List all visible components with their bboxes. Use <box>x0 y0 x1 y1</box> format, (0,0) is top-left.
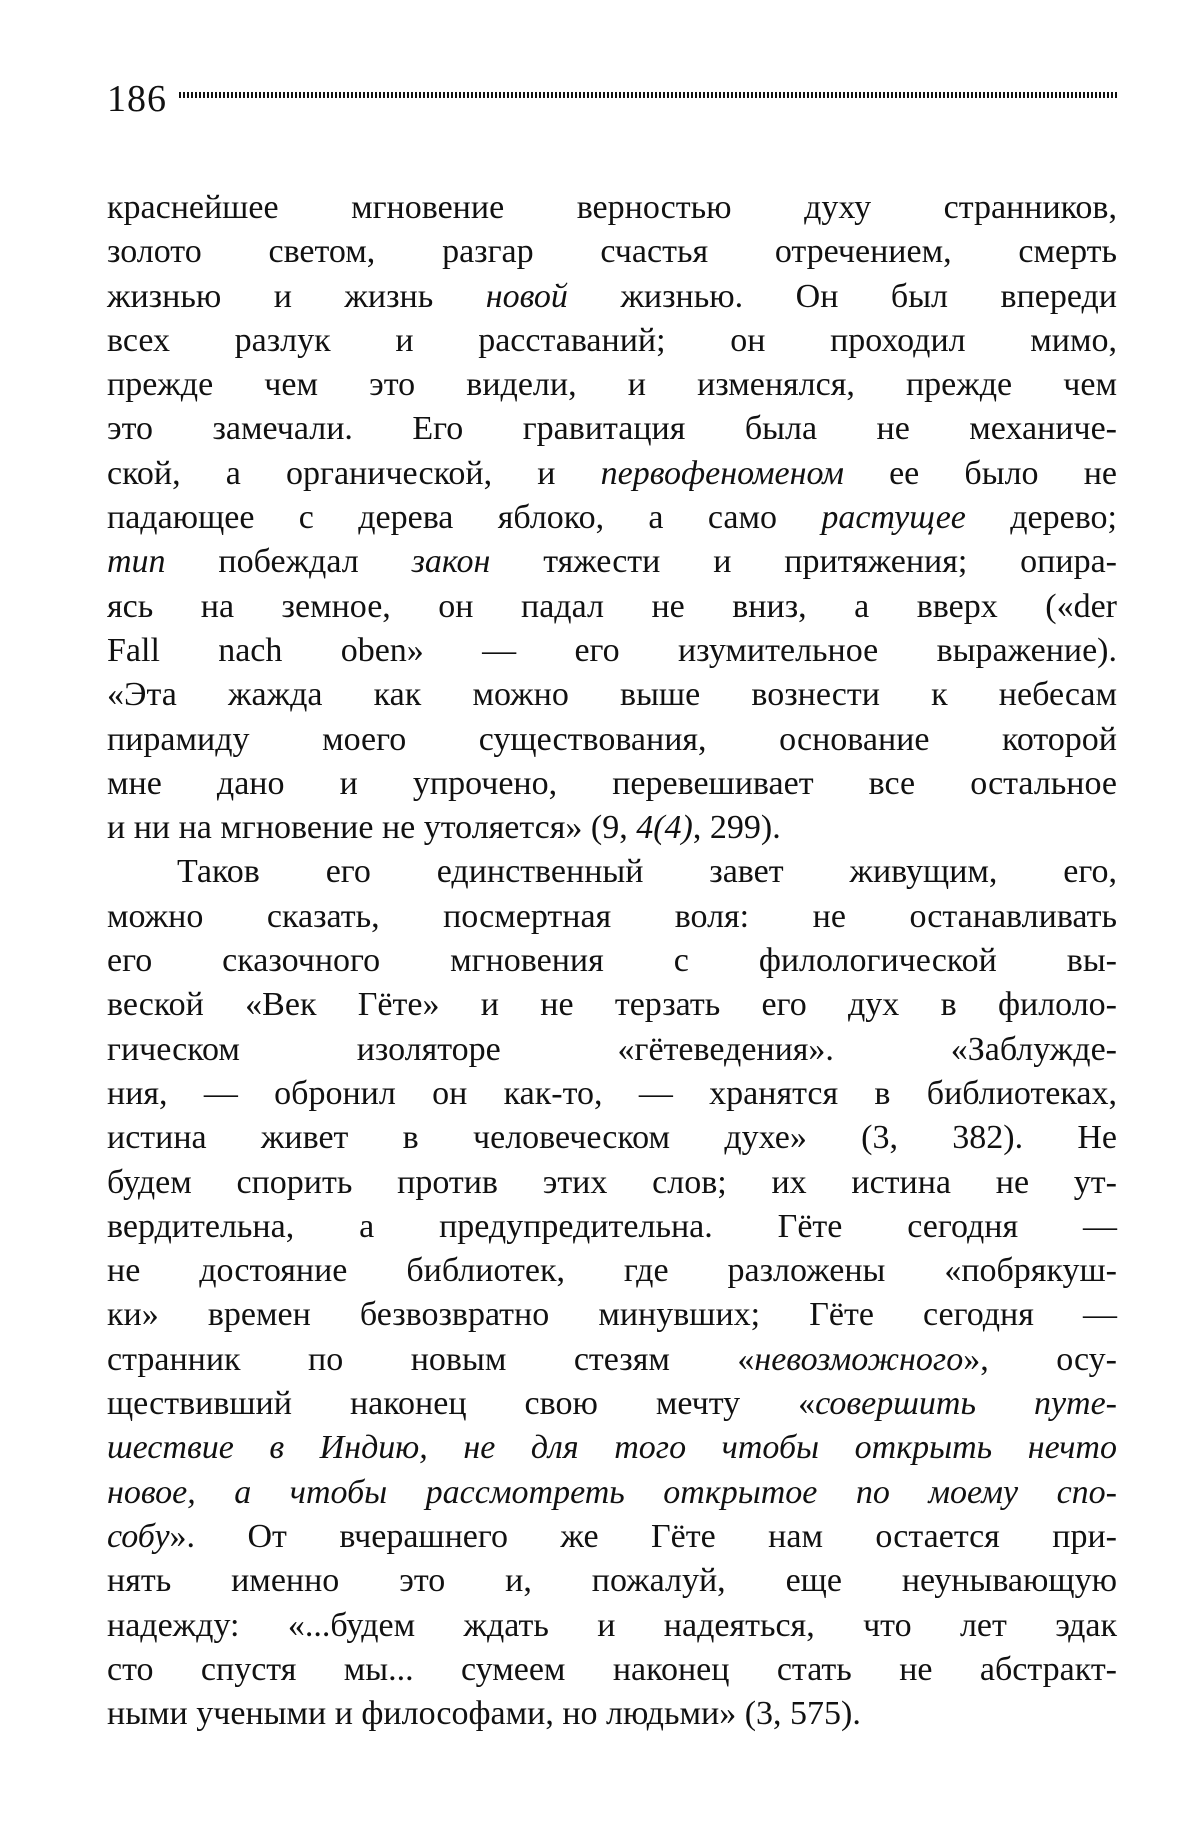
italic-text: закон <box>411 543 491 581</box>
text-run: и ни на мгновение не утоляется» (9, <box>107 809 637 847</box>
text-line: всех разлук и расставаний; он проходил мимо, <box>107 321 1117 359</box>
page-number: 186 <box>107 78 167 120</box>
italic-text: новое, а чтобы рассмотреть открытое по моему спо- <box>107 1473 1117 1511</box>
text-line: ясь на земное, он падал не вниз, а вверх («der <box>107 587 1117 625</box>
text-line <box>107 1426 1117 1470</box>
italic-text: новой <box>485 277 568 315</box>
text-run: побеждал <box>165 543 412 581</box>
text-line: это замечали. Его гравитация была не механиче- <box>107 410 1117 448</box>
text-run: жизнью. Он был впереди <box>567 277 1118 315</box>
text-run: ». От вчерашнего же Гёте нам остается при- <box>169 1517 1117 1555</box>
text-line: ными учеными и философами, но людьми» (3, 575). <box>107 1695 861 1733</box>
text-line <box>107 452 1117 496</box>
text-line: истина живет в человеческом духе» (3, 382). Не <box>107 1119 1117 1157</box>
text-run: ее было не <box>843 454 1118 492</box>
text-run: ществивший наконец свою мечту « <box>107 1385 816 1423</box>
text-line: вердительна, а предупредительна. Гёте сегодня — <box>107 1207 1117 1245</box>
text-run: тяжести и притяжения; опира- <box>490 543 1117 581</box>
text-line: ки» времен безвозвратно минувших; Гёте сегодня — <box>107 1296 1117 1334</box>
text-run: странник по новым стезям « <box>107 1340 755 1378</box>
italic-text: растущее <box>821 499 966 537</box>
text-line <box>107 496 1117 540</box>
text-line: ния, — обронил он как-то, — хранятся в библиотеках, <box>107 1074 1117 1112</box>
italic-text: совершить путе- <box>815 1385 1117 1423</box>
text-run: », осу- <box>963 1340 1117 1378</box>
text-line: нять именно это и, пожалуй, еще неунывающую <box>107 1562 1117 1600</box>
text-line <box>107 275 1117 319</box>
text-line <box>107 1382 1117 1426</box>
italic-text: первофеноменом <box>600 454 844 492</box>
italic-text: невозможного <box>754 1340 964 1378</box>
text-line: не достояние библиотек, где разложены «побрякуш- <box>107 1252 1117 1290</box>
text-line: пирамиду моего существования, основание которой <box>107 720 1117 758</box>
italic-text: шествие в Индию, не для того чтобы открыть нечто <box>107 1429 1117 1467</box>
text-run: ской, а органической, и <box>107 454 601 492</box>
text-line: веской «Век Гёте» и не терзать его дух в филоло- <box>107 986 1117 1024</box>
text-run: жизнью и жизнь <box>107 277 486 315</box>
text-line <box>107 1515 1117 1559</box>
italic-text: тип <box>107 543 166 581</box>
text-line <box>107 540 1117 584</box>
text-line: можно сказать, посмертная воля: не останавливать <box>107 897 1117 935</box>
text-line: «Эта жажда как можно выше вознести к небесам <box>107 676 1117 714</box>
text-line: прежде чем это видели, и изменялся, прежде чем <box>107 366 1117 404</box>
text-line <box>107 806 1117 850</box>
text-line: его сказочного мгновения с филологической вы- <box>107 942 1117 980</box>
text-line: надежду: «...будем ждать и надеяться, что лет эдак <box>107 1606 1117 1644</box>
italic-text: собу <box>107 1517 170 1555</box>
page-header <box>107 74 1117 124</box>
text-line <box>107 1471 1117 1515</box>
text-line: сто спустя мы... сумеем наконец стать не абстракт- <box>107 1650 1117 1688</box>
text-line: мне дано и упрочено, перевешивает все остальное <box>107 764 1117 802</box>
text-line: золото светом, разгар счастья отречением, смерть <box>107 233 1117 271</box>
text-line: будем спорить против этих слов; их истина не ут- <box>107 1163 1117 1201</box>
header-rule <box>179 92 1117 98</box>
text-line: гическом изоляторе «гётеведения». «Заблужде- <box>107 1030 1117 1068</box>
text-line: Таков его единственный завет живущим, его, <box>177 853 1117 891</box>
text-run: дерево; <box>965 499 1117 537</box>
italic-text: 4(4) <box>636 809 693 847</box>
text-run: , 299). <box>692 809 781 847</box>
text-run: падающее с дерева яблоко, а само <box>107 499 822 537</box>
text-line: краснейшее мгновение верностью духу странников, <box>107 189 1117 226</box>
body-text <box>107 186 1117 1736</box>
text-line <box>107 1338 1117 1382</box>
text-line: Fall nach oben» — его изумительное выражение). <box>107 631 1117 669</box>
